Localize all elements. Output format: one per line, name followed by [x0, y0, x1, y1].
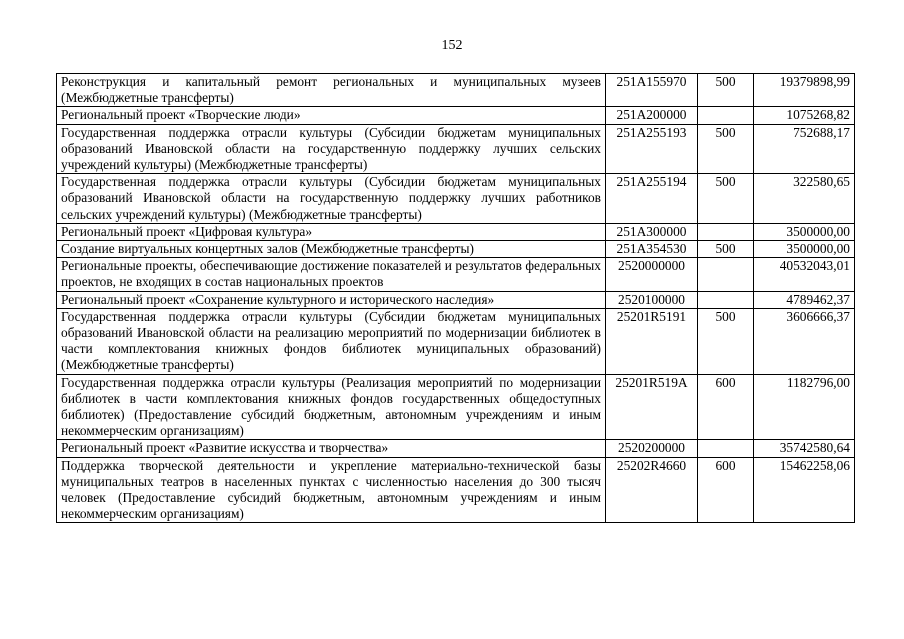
row-name-cell: Реконструкция и капитальный ремонт региональных и муниципальных музеев (Межбюджетные трансферты)	[57, 74, 606, 107]
row-sum-cell: 35742580,64	[754, 440, 855, 457]
row-type-cell	[698, 107, 754, 124]
row-type-cell	[698, 223, 754, 240]
row-type-cell: 600	[698, 457, 754, 523]
row-code-cell: 251A255193	[606, 124, 698, 174]
row-code-cell: 251A155970	[606, 74, 698, 107]
page-number: 152	[441, 38, 463, 53]
row-code-cell: 251A200000	[606, 107, 698, 124]
table-row	[57, 174, 855, 224]
row-code-cell: 251A354530	[606, 241, 698, 258]
table-row	[57, 457, 855, 523]
row-code-cell: 2520100000	[606, 291, 698, 308]
row-name-cell: Государственная поддержка отрасли культуры (Субсидии бюджетам муниципальных образований Ивановской области на государственную поддержку лучших работников сельских учреждений культуры) (Межбюджетные трансферты)	[57, 174, 606, 224]
row-sum-cell: 1075268,82	[754, 107, 855, 124]
table-row	[57, 440, 855, 457]
table-row	[57, 258, 855, 291]
row-sum-cell: 4789462,37	[754, 291, 855, 308]
table-row	[57, 107, 855, 124]
table-row	[57, 374, 855, 440]
row-sum-cell: 1182796,00	[754, 374, 855, 440]
row-sum-cell: 322580,65	[754, 174, 855, 224]
table-row	[57, 74, 855, 107]
row-code-cell: 25201R5191	[606, 308, 698, 374]
row-code-cell: 2520200000	[606, 440, 698, 457]
budget-table	[56, 73, 855, 523]
row-code-cell: 2520000000	[606, 258, 698, 291]
table-row	[57, 241, 855, 258]
row-name-cell: Государственная поддержка отрасли культуры (Субсидии бюджетам муниципальных образований Ивановской области на реализацию мероприятий по модернизации библиотек в части комплектования книжных фондов библиотек муниципальных образований) (Межбюджетные трансферты)	[57, 308, 606, 374]
row-sum-cell: 15462258,06	[754, 457, 855, 523]
row-name-cell: Региональный проект «Сохранение культурного и исторического наследия»	[57, 291, 606, 308]
table-row	[57, 291, 855, 308]
row-type-cell: 500	[698, 241, 754, 258]
row-type-cell	[698, 291, 754, 308]
row-type-cell	[698, 258, 754, 291]
row-code-cell: 25202R4660	[606, 457, 698, 523]
row-type-cell: 600	[698, 374, 754, 440]
row-type-cell: 500	[698, 308, 754, 374]
row-name-cell: Региональные проекты, обеспечивающие достижение показателей и результатов федеральных проектов, не входящих в состав национальных проектов	[57, 258, 606, 291]
row-name-cell: Создание виртуальных концертных залов (Межбюджетные трансферты)	[57, 241, 606, 258]
row-sum-cell: 3500000,00	[754, 241, 855, 258]
row-sum-cell: 19379898,99	[754, 74, 855, 107]
row-sum-cell: 752688,17	[754, 124, 855, 174]
row-sum-cell: 3500000,00	[754, 223, 855, 240]
row-code-cell: 251A255194	[606, 174, 698, 224]
row-type-cell	[698, 440, 754, 457]
row-name-cell: Региональный проект «Цифровая культура»	[57, 223, 606, 240]
row-name-cell: Региональный проект «Развитие искусства и творчества»	[57, 440, 606, 457]
row-name-cell: Государственная поддержка отрасли культуры (Реализация мероприятий по модернизации библиотек в части комплектования книжных фондов государственных общедоступных библиотек) (Предоставление субсидий бюджетным, автономным учреждениям и иным некоммерческим организациям)	[57, 374, 606, 440]
row-type-cell: 500	[698, 174, 754, 224]
row-code-cell: 25201R519A	[606, 374, 698, 440]
row-type-cell: 500	[698, 74, 754, 107]
row-type-cell: 500	[698, 124, 754, 174]
row-sum-cell: 40532043,01	[754, 258, 855, 291]
row-name-cell: Региональный проект «Творческие люди»	[57, 107, 606, 124]
table-row	[57, 124, 855, 174]
row-sum-cell: 3606666,37	[754, 308, 855, 374]
row-code-cell: 251A300000	[606, 223, 698, 240]
row-name-cell: Государственная поддержка отрасли культуры (Субсидии бюджетам муниципальных образований Ивановской области на государственную поддержку лучших сельских учреждений культуры) (Межбюджетные трансферты)	[57, 124, 606, 174]
table-row	[57, 308, 855, 374]
table-row	[57, 223, 855, 240]
row-name-cell: Поддержка творческой деятельности и укрепление материально-технической базы муниципальных театров в населенных пунктах с численностью населения до 300 тысяч человек (Предоставление субсидий бюджетным, автономным учреждениям и иным некоммерческим организациям)	[57, 457, 606, 523]
